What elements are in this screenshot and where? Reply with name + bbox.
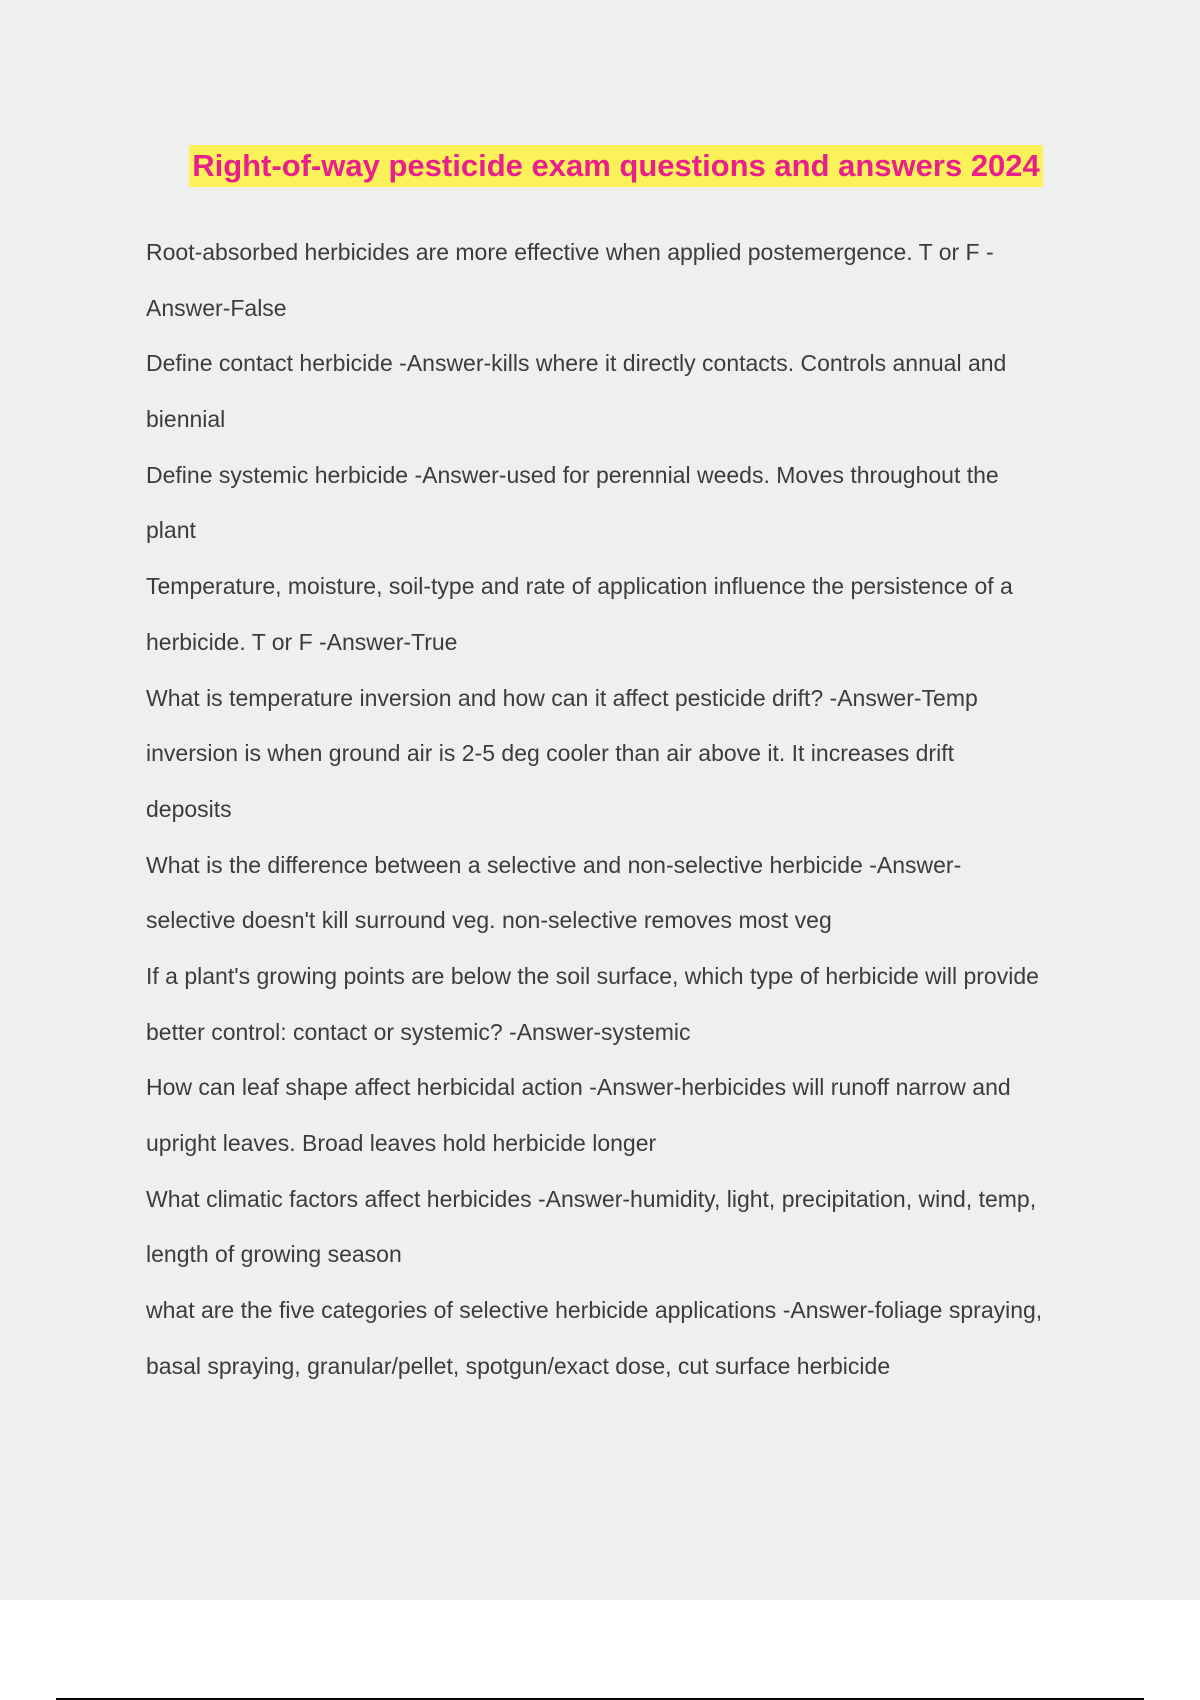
text-line-a2: biennial — [146, 406, 226, 433]
document-title: Right-of-way pesticide exam questions and answers 2024 — [189, 145, 1043, 187]
text-line-a9: length of growing season — [146, 1241, 402, 1268]
text-line-a3: plant — [146, 517, 196, 544]
text-line-q3: Define systemic herbicide -Answer-used for perennial weeds. Moves throughout the — [146, 461, 999, 488]
text-line-a1: Answer-False — [146, 294, 287, 321]
text-line-q10: what are the five categories of selective herbicide applications -Answer-foliage spraying, — [146, 1297, 1043, 1324]
text-line-q7: If a plant's growing points are below the soil surface, which type of herbicide will provide — [146, 962, 1039, 989]
text-line-a4: herbicide. T or F -Answer-True — [146, 628, 458, 655]
text-line-a7: better control: contact or systemic? -Answer-systemic — [146, 1018, 691, 1045]
text-line-q4: Temperature, moisture, soil-type and rate of application influence the persistence of a — [146, 573, 1013, 600]
text-line-q1: Root-absorbed herbicides are more effective when applied postemergence. T or F - — [146, 239, 994, 265]
text-line-a5-cont: deposits — [146, 795, 232, 822]
text-line-q8: How can leaf shape affect herbicidal action -Answer-herbicides will runoff narrow and — [146, 1074, 1011, 1101]
text-line-a10: basal spraying, granular/pellet, spotgun/exact dose, cut surface herbicide — [146, 1352, 891, 1379]
text-line-a5: inversion is when ground air is 2-5 deg cooler than air above it. It increases drift — [146, 740, 954, 767]
text-line-q2: Define contact herbicide -Answer-kills where it directly contacts. Controls annual and — [146, 350, 1007, 377]
text-line-q5: What is temperature inversion and how can it affect pesticide drift? -Answer-Temp — [146, 684, 978, 711]
text-line-a6: selective doesn't kill surround veg. non-selective removes most veg — [146, 907, 832, 934]
text-line-q6: What is the difference between a selective and non-selective herbicide -Answer- — [146, 851, 962, 878]
title-container — [0, 145, 1200, 187]
text-line-a8: upright leaves. Broad leaves hold herbicide longer — [146, 1130, 657, 1156]
qa-content — [146, 225, 1106, 1394]
text-line-q9: What climatic factors affect herbicides -Answer-humidity, light, precipitation, wind, temp, — [146, 1185, 1037, 1212]
